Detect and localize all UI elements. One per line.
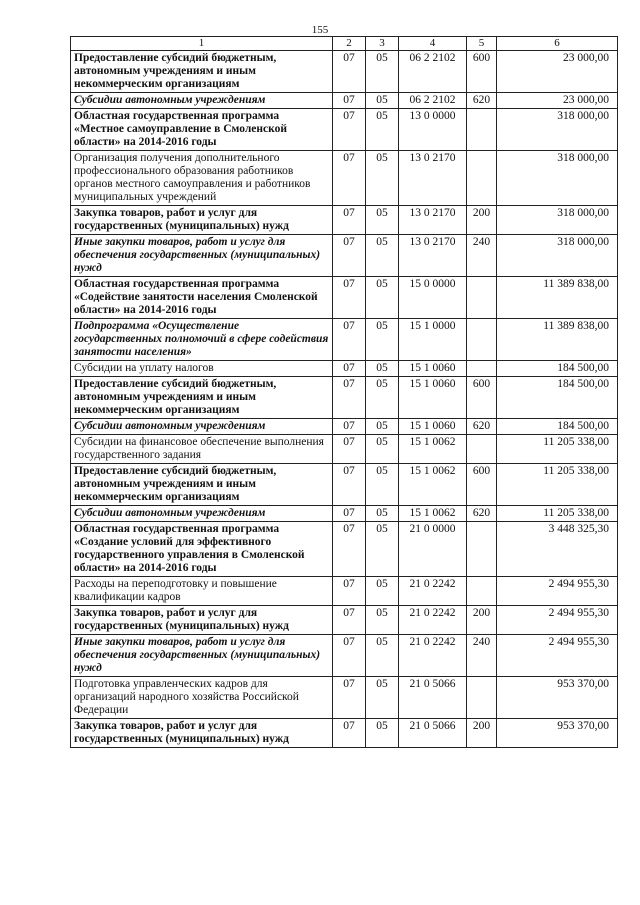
row-subsection-cell: 05: [366, 51, 399, 93]
table-row: [71, 51, 618, 93]
row-expense-type-cell: [467, 109, 497, 151]
row-name-cell: Закупка товаров, работ и услуг для государственных (муниципальных) нужд: [71, 719, 333, 748]
table-row: [71, 577, 618, 606]
table-row: [71, 719, 618, 748]
row-target-code-cell: 21 0 2242: [399, 606, 467, 635]
row-expense-type-cell: 600: [467, 51, 497, 93]
row-name-cell: Закупка товаров, работ и услуг для государственных (муниципальных) нужд: [71, 206, 333, 235]
table-row: [71, 361, 618, 377]
row-section-cell: 07: [333, 51, 366, 93]
row-subsection-cell: 05: [366, 93, 399, 109]
row-name-cell: Субсидии на уплату налогов: [71, 361, 333, 377]
row-expense-type-cell: 200: [467, 606, 497, 635]
row-name-cell: Субсидии на финансовое обеспечение выполнения государственного задания: [71, 435, 333, 464]
row-section-cell: 07: [333, 109, 366, 151]
row-target-code-cell: 21 0 2242: [399, 635, 467, 677]
row-section-cell: 07: [333, 419, 366, 435]
row-name-cell: Субсидии автономным учреждениям: [71, 93, 333, 109]
row-subsection-cell: 05: [366, 151, 399, 206]
row-target-code-cell: 21 0 0000: [399, 522, 467, 577]
row-section-cell: 07: [333, 93, 366, 109]
row-target-code-cell: 15 1 0000: [399, 319, 467, 361]
row-amount-cell: 318 000,00: [497, 206, 618, 235]
row-amount-cell: 3 448 325,30: [497, 522, 618, 577]
row-subsection-cell: 05: [366, 635, 399, 677]
table-row: [71, 464, 618, 506]
table-row: [71, 522, 618, 577]
row-expense-type-cell: [467, 277, 497, 319]
table-row: [71, 635, 618, 677]
row-expense-type-cell: [467, 319, 497, 361]
row-section-cell: 07: [333, 206, 366, 235]
row-target-code-cell: 15 1 0060: [399, 361, 467, 377]
header-col-1: 1: [71, 37, 333, 51]
table-row: [71, 606, 618, 635]
row-amount-cell: 11 389 838,00: [497, 319, 618, 361]
row-subsection-cell: 05: [366, 419, 399, 435]
page-number: 155: [311, 24, 329, 36]
row-amount-cell: 23 000,00: [497, 93, 618, 109]
row-amount-cell: 11 205 338,00: [497, 464, 618, 506]
row-expense-type-cell: [467, 577, 497, 606]
row-expense-type-cell: 600: [467, 377, 497, 419]
row-section-cell: 07: [333, 606, 366, 635]
row-target-code-cell: 13 0 2170: [399, 235, 467, 277]
row-target-code-cell: 15 1 0062: [399, 506, 467, 522]
row-amount-cell: 184 500,00: [497, 377, 618, 419]
row-target-code-cell: 21 0 5066: [399, 719, 467, 748]
header-col-2: 2: [333, 37, 366, 51]
row-expense-type-cell: 620: [467, 506, 497, 522]
row-amount-cell: 318 000,00: [497, 151, 618, 206]
row-amount-cell: 11 389 838,00: [497, 277, 618, 319]
row-amount-cell: 2 494 955,30: [497, 635, 618, 677]
row-subsection-cell: 05: [366, 522, 399, 577]
row-section-cell: 07: [333, 719, 366, 748]
row-subsection-cell: 05: [366, 277, 399, 319]
header-col-6: 6: [497, 37, 618, 51]
row-name-cell: Иные закупки товаров, работ и услуг для обеспечения государственных (муниципальных) нужд: [71, 235, 333, 277]
table-row: [71, 506, 618, 522]
row-target-code-cell: 15 1 0062: [399, 464, 467, 506]
row-name-cell: Иные закупки товаров, работ и услуг для обеспечения государственных (муниципальных) нужд: [71, 635, 333, 677]
row-section-cell: 07: [333, 361, 366, 377]
row-subsection-cell: 05: [366, 235, 399, 277]
row-expense-type-cell: 240: [467, 235, 497, 277]
row-subsection-cell: 05: [366, 377, 399, 419]
table-row: [71, 109, 618, 151]
row-section-cell: 07: [333, 151, 366, 206]
row-name-cell: Субсидии автономным учреждениям: [71, 506, 333, 522]
row-target-code-cell: 13 0 2170: [399, 206, 467, 235]
row-subsection-cell: 05: [366, 361, 399, 377]
row-amount-cell: 11 205 338,00: [497, 506, 618, 522]
row-target-code-cell: 21 0 5066: [399, 677, 467, 719]
row-section-cell: 07: [333, 319, 366, 361]
header-col-3: 3: [366, 37, 399, 51]
table-row: [71, 151, 618, 206]
row-section-cell: 07: [333, 435, 366, 464]
table-row: [71, 419, 618, 435]
row-target-code-cell: 15 1 0060: [399, 377, 467, 419]
row-subsection-cell: 05: [366, 506, 399, 522]
row-name-cell: Расходы на переподготовку и повышение квалификации кадров: [71, 577, 333, 606]
row-expense-type-cell: 240: [467, 635, 497, 677]
row-amount-cell: 11 205 338,00: [497, 435, 618, 464]
row-target-code-cell: 15 1 0062: [399, 435, 467, 464]
row-section-cell: 07: [333, 522, 366, 577]
row-name-cell: Подготовка управленческих кадров для организаций народного хозяйства Российской Федерации: [71, 677, 333, 719]
row-section-cell: 07: [333, 635, 366, 677]
row-section-cell: 07: [333, 506, 366, 522]
row-name-cell: Областная государственная программа «Создание условий для эффективного государственного управления в Смоленской области» на 2014-2016 годы: [71, 522, 333, 577]
row-amount-cell: 184 500,00: [497, 361, 618, 377]
row-name-cell: Закупка товаров, работ и услуг для государственных (муниципальных) нужд: [71, 606, 333, 635]
row-expense-type-cell: [467, 361, 497, 377]
row-amount-cell: 318 000,00: [497, 235, 618, 277]
row-amount-cell: 2 494 955,30: [497, 577, 618, 606]
table-row: [71, 277, 618, 319]
table-row: [71, 93, 618, 109]
row-target-code-cell: 15 0 0000: [399, 277, 467, 319]
table-row: [71, 206, 618, 235]
row-name-cell: Предоставление субсидий бюджетным, автономным учреждениям и иным некоммерческим организациям: [71, 464, 333, 506]
row-target-code-cell: 15 1 0060: [399, 419, 467, 435]
row-section-cell: 07: [333, 677, 366, 719]
row-expense-type-cell: 620: [467, 419, 497, 435]
row-subsection-cell: 05: [366, 606, 399, 635]
row-target-code-cell: 13 0 0000: [399, 109, 467, 151]
header-col-4: 4: [399, 37, 467, 51]
row-subsection-cell: 05: [366, 435, 399, 464]
row-subsection-cell: 05: [366, 719, 399, 748]
row-expense-type-cell: [467, 151, 497, 206]
row-name-cell: Организация получения дополнительного профессионального образования работников органов местного самоуправления и работников муниципальных учреждений: [71, 151, 333, 206]
row-amount-cell: 318 000,00: [497, 109, 618, 151]
row-subsection-cell: 05: [366, 319, 399, 361]
table-row: [71, 677, 618, 719]
row-subsection-cell: 05: [366, 577, 399, 606]
row-subsection-cell: 05: [366, 206, 399, 235]
table-row: [71, 319, 618, 361]
row-subsection-cell: 05: [366, 109, 399, 151]
table-row: [71, 235, 618, 277]
row-name-cell: Областная государственная программа «Содействие занятости населения Смоленской области» на 2014-2016 годы: [71, 277, 333, 319]
row-amount-cell: 2 494 955,30: [497, 606, 618, 635]
row-section-cell: 07: [333, 464, 366, 506]
row-name-cell: Областная государственная программа «Местное самоуправление в Смоленской области» на 2014-2016 годы: [71, 109, 333, 151]
row-amount-cell: 953 370,00: [497, 719, 618, 748]
header-col-5: 5: [467, 37, 497, 51]
row-amount-cell: 23 000,00: [497, 51, 618, 93]
row-name-cell: Предоставление субсидий бюджетным, автономным учреждениям и иным некоммерческим организациям: [71, 51, 333, 93]
row-subsection-cell: 05: [366, 677, 399, 719]
row-expense-type-cell: 200: [467, 206, 497, 235]
row-section-cell: 07: [333, 377, 366, 419]
row-expense-type-cell: 620: [467, 93, 497, 109]
row-expense-type-cell: 200: [467, 719, 497, 748]
row-section-cell: 07: [333, 235, 366, 277]
table-row: [71, 435, 618, 464]
budget-table: [70, 36, 618, 748]
row-expense-type-cell: [467, 522, 497, 577]
row-amount-cell: 953 370,00: [497, 677, 618, 719]
row-section-cell: 07: [333, 577, 366, 606]
row-name-cell: Подпрограмма «Осуществление государственных полномочий в сфере содействия занятости населения»: [71, 319, 333, 361]
row-expense-type-cell: [467, 435, 497, 464]
row-amount-cell: 184 500,00: [497, 419, 618, 435]
row-expense-type-cell: 600: [467, 464, 497, 506]
row-name-cell: Предоставление субсидий бюджетным, автономным учреждениям и иным некоммерческим организациям: [71, 377, 333, 419]
row-target-code-cell: 21 0 2242: [399, 577, 467, 606]
row-target-code-cell: 06 2 2102: [399, 93, 467, 109]
row-target-code-cell: 06 2 2102: [399, 51, 467, 93]
table-row: [71, 377, 618, 419]
row-section-cell: 07: [333, 277, 366, 319]
row-name-cell: Субсидии автономным учреждениям: [71, 419, 333, 435]
row-subsection-cell: 05: [366, 464, 399, 506]
row-expense-type-cell: [467, 677, 497, 719]
header-row: [71, 37, 618, 51]
row-target-code-cell: 13 0 2170: [399, 151, 467, 206]
